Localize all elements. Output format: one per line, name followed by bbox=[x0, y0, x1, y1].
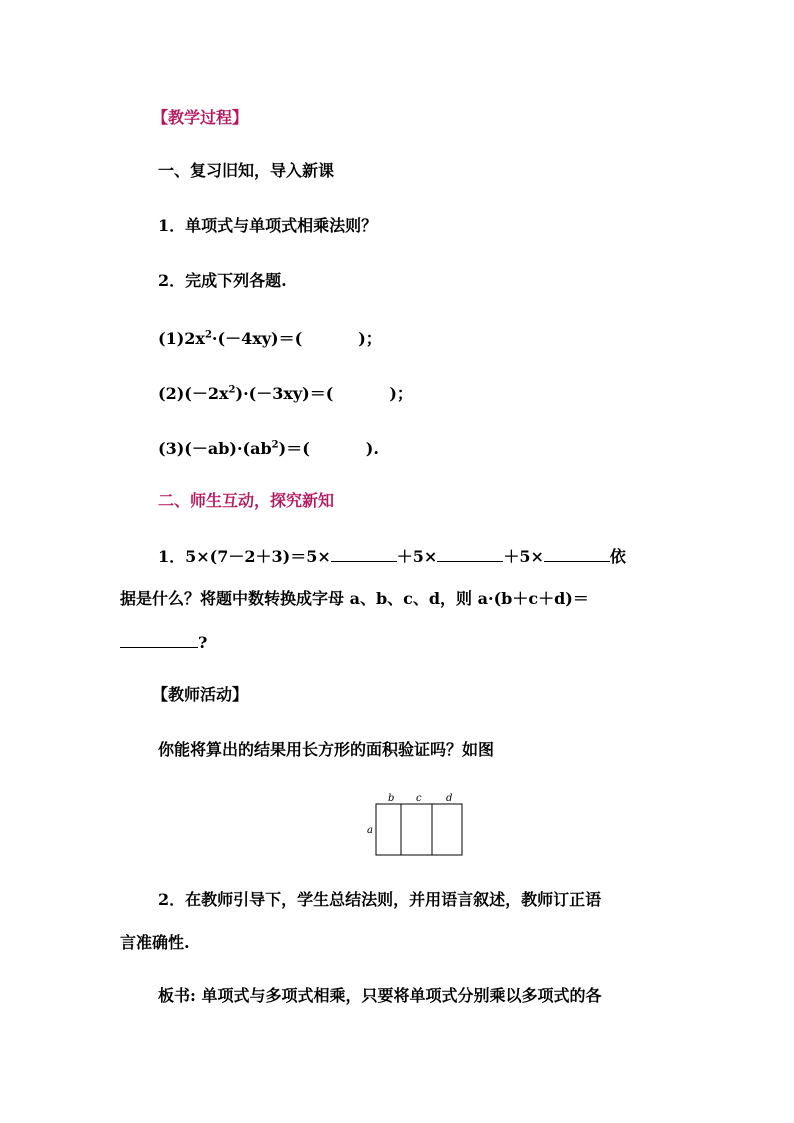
side-label-a: a bbox=[367, 825, 373, 836]
board-note: 板书: 单项式与多项式相乘，只要将单项式分别乘以多项式的各 bbox=[158, 986, 602, 1005]
problem-1-line-2: 据是什么？将题中数转换成字母 a、b、c、d，则 a·(b＋c＋d)＝ bbox=[120, 589, 589, 608]
problem-1-line-1 bbox=[158, 546, 626, 567]
side-label-c: c bbox=[416, 793, 422, 804]
exercise-2 bbox=[158, 384, 413, 404]
question-1: 1．单项式与单项式相乘法则？ bbox=[158, 216, 378, 235]
exercise-3-exponent: 2 bbox=[271, 439, 279, 451]
part1-title: 一、复习旧知，导入新课 bbox=[158, 161, 335, 180]
exercise-3-end: ). bbox=[365, 439, 379, 458]
problem-1-blank-3 bbox=[544, 546, 610, 562]
problem-1-plus-2: ＋5× bbox=[503, 547, 544, 566]
exercise-2-end: )； bbox=[389, 384, 413, 403]
exercise-2-lhs: (2)(－2x bbox=[158, 384, 229, 403]
problem-1-plus-1: ＋5× bbox=[396, 547, 438, 566]
part2-title: 二、师生互动，探究新知 bbox=[158, 491, 335, 510]
problem-2-line-2: 言准确性. bbox=[120, 933, 190, 952]
side-label-d: d bbox=[446, 793, 453, 804]
exercise-2-middle: )·(－3xy)＝( bbox=[235, 384, 334, 403]
problem-1-blank-4 bbox=[120, 632, 198, 648]
question-2: 2．完成下列各题. bbox=[158, 271, 287, 290]
exercise-1-middle: ·(－4xy)＝( bbox=[211, 329, 303, 348]
exercise-3-lhs: (3)(－ab)·(ab bbox=[158, 439, 272, 458]
rectangle-area-svg bbox=[362, 788, 472, 860]
problem-1-question-mark: ? bbox=[198, 633, 208, 652]
exercise-1-end: )； bbox=[358, 329, 382, 348]
problem-2-line-1: 2．在教师引导下，学生总结法则，并用语言叙述，教师订正语 bbox=[158, 890, 602, 909]
exercise-3 bbox=[158, 439, 379, 459]
teacher-activity-heading: 【教师活动】 bbox=[152, 685, 249, 704]
area-verification-prompt: 你能将算出的结果用长方形的面积验证吗？如图 bbox=[158, 740, 495, 759]
section-heading-teaching-process: 【教学过程】 bbox=[152, 108, 249, 127]
problem-1-line-3 bbox=[120, 632, 207, 653]
outer-rectangle bbox=[376, 804, 462, 855]
exercise-3-middle: )＝( bbox=[278, 439, 310, 458]
problem-1-start: 1．5×(7－2＋3)＝5× bbox=[158, 547, 331, 566]
exercise-2-exponent: 2 bbox=[228, 384, 236, 396]
problem-1-blank-1 bbox=[331, 546, 397, 562]
exercise-1-lhs: (1)2x bbox=[158, 329, 205, 348]
rectangle-area-diagram bbox=[362, 788, 472, 860]
side-label-b: b bbox=[388, 793, 395, 804]
exercise-1-exponent: 2 bbox=[204, 329, 212, 341]
problem-1-line-end: 依 bbox=[609, 547, 626, 566]
problem-1-blank-2 bbox=[437, 546, 503, 562]
exercise-1 bbox=[158, 329, 382, 349]
